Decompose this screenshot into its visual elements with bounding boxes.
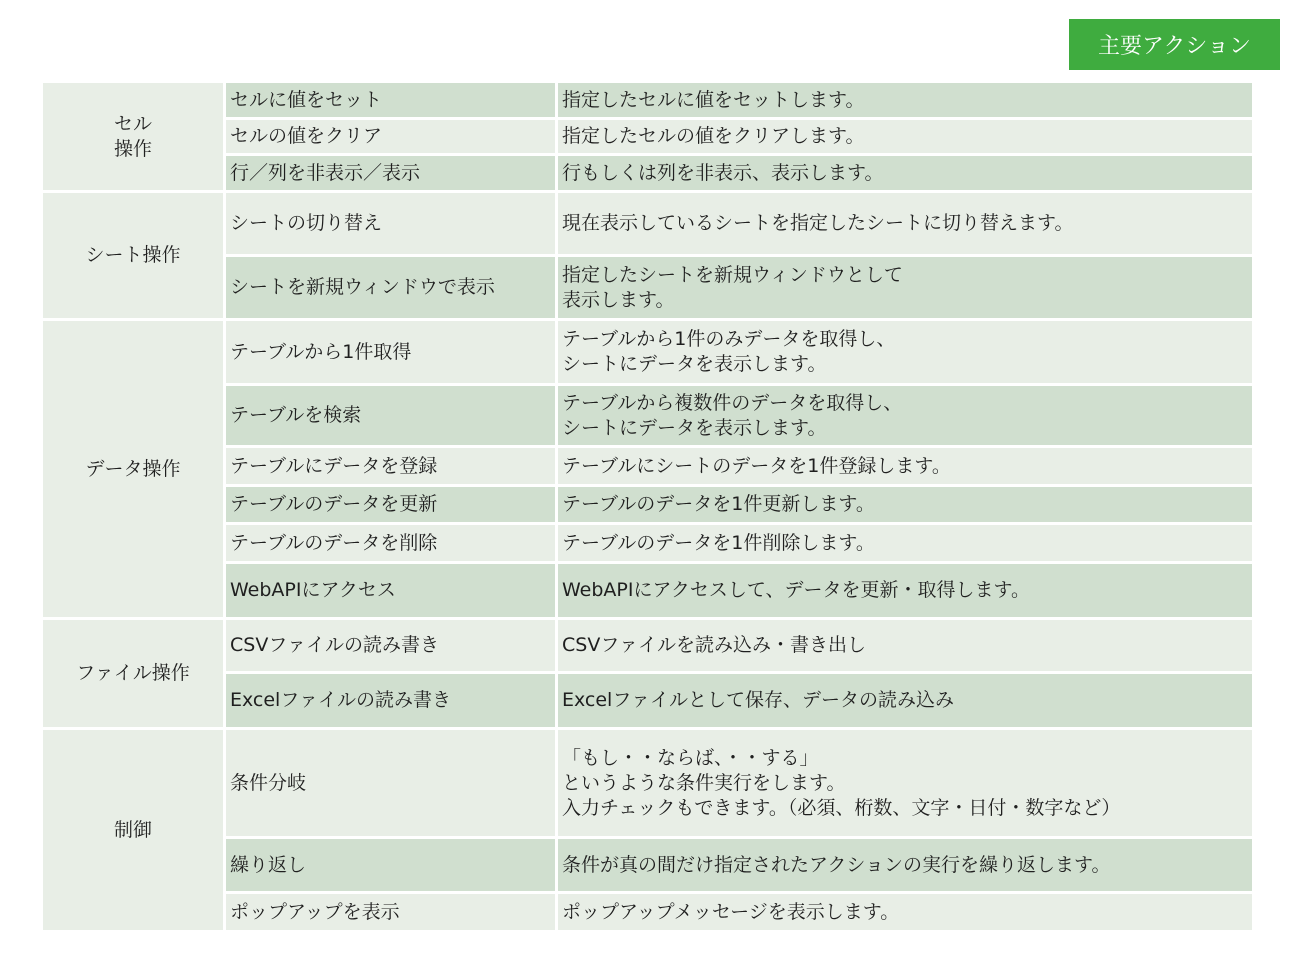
- description-cell: 指定したセルの値をクリアします。: [557, 119, 1254, 155]
- action-cell: テーブルから1件取得: [225, 320, 557, 385]
- description-cell: 行もしくは列を非表示、表示します。: [557, 155, 1254, 192]
- category-cell-sheet-ops: シート操作: [42, 192, 225, 320]
- category-cell-cell-ops: セル 操作: [42, 82, 225, 192]
- action-cell: ポップアップを表示: [225, 893, 557, 932]
- action-cell: テーブルにデータを登録: [225, 447, 557, 486]
- table-row: [42, 192, 1254, 256]
- description-cell: WebAPIにアクセスして、データを更新・取得します。: [557, 563, 1254, 619]
- action-cell: セルに値をセット: [225, 82, 557, 119]
- action-cell: 条件分岐: [225, 729, 557, 838]
- description-cell: テーブルのデータを1件更新します。: [557, 486, 1254, 524]
- description-cell: 条件が真の間だけ指定されたアクションの実行を繰り返します。: [557, 838, 1254, 893]
- description-cell: テーブルにシートのデータを1件登録します。: [557, 447, 1254, 486]
- description-cell: テーブルから複数件のデータを取得し、 シートにデータを表示します。: [557, 385, 1254, 447]
- description-cell: 「もし・・ならば、・・する」 というような条件実行をします。 入力チェックもできます。（必須、桁数、文字・日付・数字など）: [557, 729, 1254, 838]
- action-cell: 繰り返し: [225, 838, 557, 893]
- table-row: [42, 729, 1254, 838]
- description-cell: テーブルから1件のみデータを取得し、 シートにデータを表示します。: [557, 320, 1254, 385]
- description-cell: 指定したシートを新規ウィンドウとして 表示します。: [557, 256, 1254, 320]
- action-cell: セルの値をクリア: [225, 119, 557, 155]
- table-row: [42, 619, 1254, 673]
- action-cell: 行／列を非表示／表示: [225, 155, 557, 192]
- main-actions-badge: 主要アクション: [1069, 19, 1280, 70]
- table-row: [42, 320, 1254, 385]
- actions-table: [40, 80, 1255, 933]
- description-cell: テーブルのデータを1件削除します。: [557, 524, 1254, 563]
- action-cell: テーブルのデータを更新: [225, 486, 557, 524]
- action-cell: テーブルのデータを削除: [225, 524, 557, 563]
- action-cell: CSVファイルの読み書き: [225, 619, 557, 673]
- category-cell-file-ops: ファイル操作: [42, 619, 225, 729]
- description-cell: Excelファイルとして保存、データの読み込み: [557, 673, 1254, 729]
- description-cell: 現在表示しているシートを指定したシートに切り替えます。: [557, 192, 1254, 256]
- description-cell: ポップアップメッセージを表示します。: [557, 893, 1254, 932]
- table-row: [42, 82, 1254, 119]
- action-cell: シートを新規ウィンドウで表示: [225, 256, 557, 320]
- action-cell: テーブルを検索: [225, 385, 557, 447]
- action-cell: シートの切り替え: [225, 192, 557, 256]
- category-cell-control: 制御: [42, 729, 225, 932]
- category-cell-data-ops: データ操作: [42, 320, 225, 619]
- action-cell: Excelファイルの読み書き: [225, 673, 557, 729]
- description-cell: CSVファイルを読み込み・書き出し: [557, 619, 1254, 673]
- action-cell: WebAPIにアクセス: [225, 563, 557, 619]
- description-cell: 指定したセルに値をセットします。: [557, 82, 1254, 119]
